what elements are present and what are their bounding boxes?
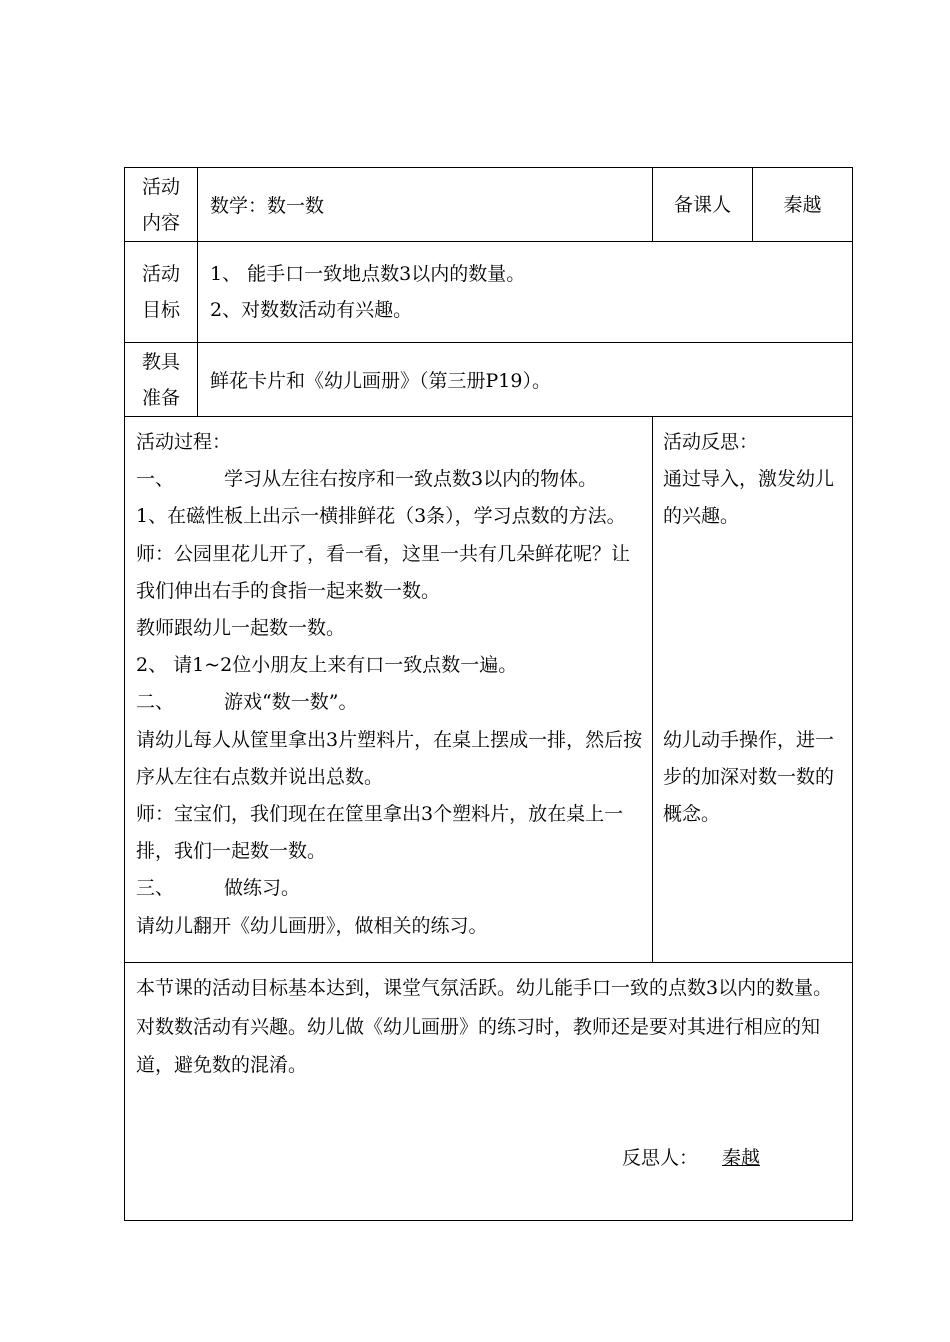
goals-label-line2: 目标	[141, 299, 180, 321]
process-line: 1、在磁性板上出示一横排鲜花（3条），学习点数的方法。	[136, 505, 626, 528]
step-three-title: 做练习。	[224, 877, 301, 900]
content-row	[125, 168, 853, 242]
process-line	[136, 684, 644, 721]
materials-row	[125, 343, 853, 417]
materials-label-cell	[125, 343, 198, 417]
process-row	[125, 417, 853, 963]
preparer-name: 秦越	[783, 193, 822, 216]
process-line: 教师跟幼儿一起数一数。	[136, 617, 346, 640]
preparer-label: 备课人	[673, 193, 731, 216]
reflection-cell	[653, 417, 853, 963]
step-one-number: 一、	[136, 468, 175, 491]
summary-text: 本节课的活动目标基本达到，课堂气氛活跃。幼儿能手口一致的点数3以内的数量。对数数活动有兴趣。幼儿做《幼儿画册》的练习时，教师还是要对其进行相应的知道，避免数的混淆。	[136, 977, 833, 1076]
goals-row	[125, 242, 853, 343]
preparer-name-cell	[753, 168, 853, 242]
goals-label-line1: 活动	[141, 263, 180, 285]
content-value: 数学：数一数	[210, 195, 325, 217]
content-label-line2: 内容	[141, 211, 180, 234]
process-heading: 活动过程：	[136, 431, 232, 453]
process-line: 师：宝宝们，我们现在在筐里拿出3个塑料片，放在桌上一排，我们一起数一数。	[136, 803, 624, 863]
goals-label-cell	[125, 242, 198, 343]
goal-item-2: 2、对数数活动有兴趣。	[210, 299, 413, 321]
materials-cell	[198, 343, 853, 417]
signature	[622, 1143, 760, 1170]
content-value-cell	[198, 168, 653, 242]
summary-row	[125, 963, 853, 1221]
materials-label-line1: 教具	[141, 350, 180, 373]
goal-item-1: 1、 能手口一致地点数3以内的数量。	[210, 263, 526, 285]
reflection-note-1: 通过导入，激发幼儿的兴趣。	[663, 468, 835, 528]
signer-name: 秦越	[722, 1147, 761, 1169]
step-two-number: 二、	[136, 691, 175, 714]
summary-cell	[125, 963, 853, 1221]
process-line	[136, 870, 644, 907]
process-line: 请幼儿翻开《幼儿画册》，做相关的练习。	[136, 914, 488, 937]
goals-cell	[198, 242, 853, 343]
preparer-label-cell	[653, 168, 753, 242]
reflection-spacer	[663, 536, 846, 722]
step-one-title: 学习从左往右按序和一致点数3以内的物体。	[224, 468, 598, 491]
process-line: 2、 请1~2位小朋友上来有口一致点数一遍。	[136, 654, 518, 677]
content-label-line1: 活动	[141, 175, 180, 198]
reflection-heading: 活动反思：	[663, 431, 759, 453]
materials-value: 鲜花卡片和《幼儿画册》（第三册P19）。	[210, 370, 551, 392]
step-three-number: 三、	[136, 877, 175, 900]
process-line	[136, 461, 644, 498]
signer-label: 反思人：	[622, 1147, 699, 1169]
materials-label-line2: 准备	[141, 386, 180, 409]
content-label-cell	[125, 168, 198, 242]
lesson-plan-table	[124, 167, 853, 1221]
process-line: 请幼儿每人从筐里拿出3片塑料片，在桌上摆成一排，然后按序从左往右点数并说出总数。	[136, 728, 643, 788]
process-line: 师：公园里花儿开了，看一看，这里一共有几朵鲜花呢？让我们伸出右手的食指一起来数一数。	[136, 542, 631, 602]
process-cell	[125, 417, 653, 963]
step-two-title: 游戏“数一数”。	[224, 691, 358, 714]
reflection-note-2: 幼儿动手操作，进一步的加深对数一数的概念。	[663, 728, 835, 826]
